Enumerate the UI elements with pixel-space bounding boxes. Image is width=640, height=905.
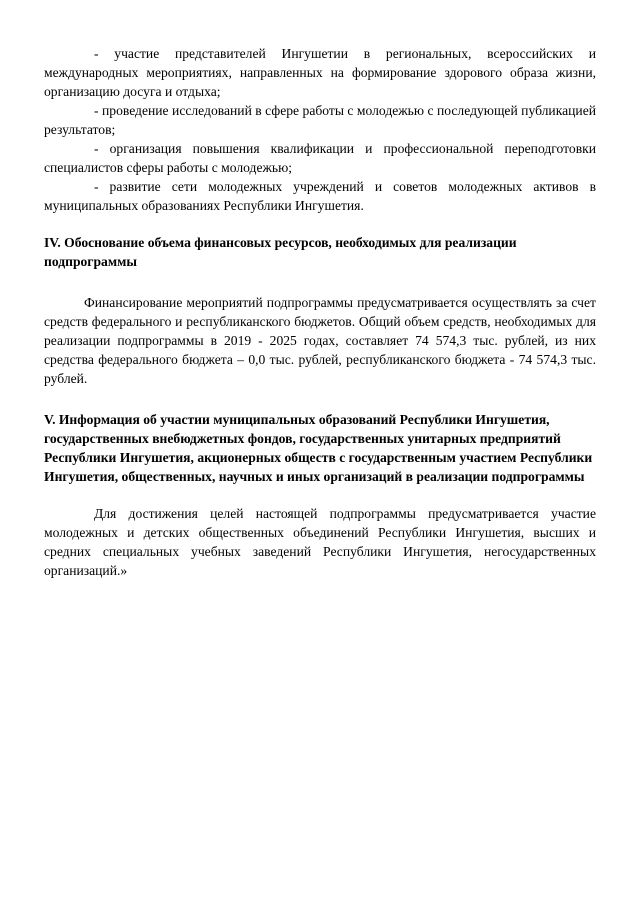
spacer <box>44 486 596 504</box>
section-4-title: IV. Обоснование объема финансовых ресурсов, необходимых для реализации подпрограммы <box>44 235 517 269</box>
section-5-text: Для достижения целей настоящей подпрограммы предусматривается участие молодежных и детских общественных объединений Республики Ингушетия, высших и средних специальных учебных заведений Республики Ингушетия, негосударственных организаций.» <box>44 506 596 578</box>
section-5-title: V. Информация об участии муниципальных образований Республики Ингушетия, государственных внебюджетных фондов, государственных унитарных предприятий Республики Ингушетия, акционерных обществ с государственным участием Республики Ингушетия, общественных, научных и иных организаций в реализации подпрограммы <box>44 412 593 484</box>
spacer <box>44 271 596 293</box>
bullet-item: - развитие сети молодежных учреждений и советов молодежных активов в муниципальных образованиях Республики Ингушетия. <box>44 179 596 213</box>
spacer <box>44 215 596 233</box>
section-4-text: Финансирование мероприятий подпрограммы предусматривается осуществлять за счет средств федерального и республиканского бюджетов. Общий объем средств, необходимых для реализации подпрограммы в 2019 - 2025 годах, составляет 74 574,3 тыс. рублей, из них средства федерального бюджета – 0,0 тыс. рублей, республиканского бюджета - 74 574,3 тыс. рублей. <box>44 295 596 386</box>
bullet-item: - участие представителей Ингушетии в региональных, всероссийских и международных мероприятиях, направленных на формирование здорового образа жизни, организацию досуга и отдыха; <box>44 46 596 99</box>
bullet-item: - проведение исследований в сфере работы с молодежью с последующей публикацией результатов; <box>44 103 596 137</box>
bullet-item: - организация повышения квалификации и профессиональной переподготовки специалистов сферы работы с молодежью; <box>44 141 596 175</box>
spacer <box>44 388 596 410</box>
document-page <box>44 44 596 580</box>
